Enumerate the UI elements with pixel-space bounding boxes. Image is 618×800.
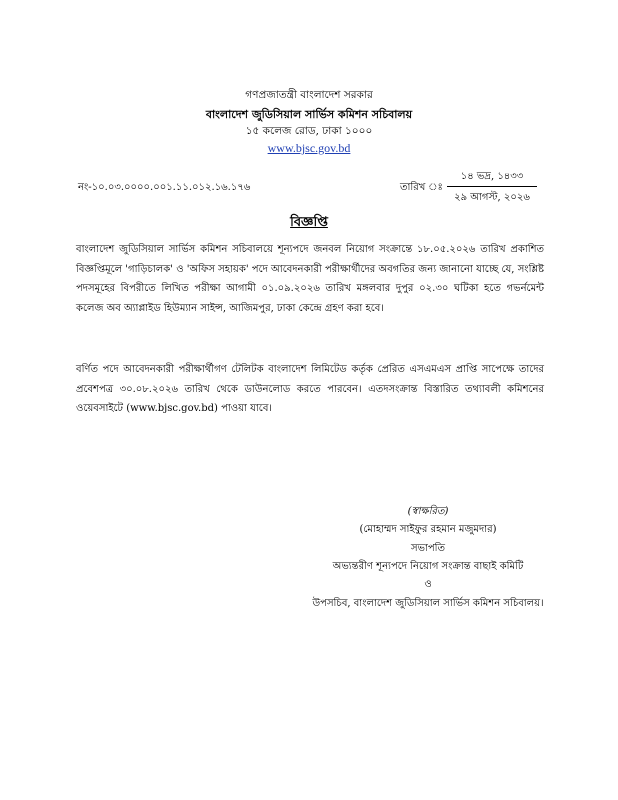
notice-paragraph-1: বাংলাদেশ জুডিসিয়াল সার্ভিস কমিশন সচিবালয়ে শূন্যপদে জনবল নিয়োগ সংক্রান্তে ১৮.০৫.২০২৬ তারিখ প্রকাশিত বিজ্ঞপ্তিমূলে 'গাড়িচালক' ও 'অফিস সহায়ক' পদে আবেদনকারী পরীক্ষার্থীদের অবগতির জন্য জানানো যাচ্ছে যে, সংশ্লিষ্ট পদসমূহের বিপরীতে লিখিত পরীক্ষা আগামী ০১.০৯.২০২৬ তারিখ মঙ্গলবার দুপুর ০২.৩০ ঘটিকা হতে গভর্নমেন্ট কলেজ অব অ্যাপ্লাইড হিউম্যান সাইন্স, আজিমপুর, ঢাকা কেন্দ্রে গ্রহণ করা হবে। xyxy=(76,244,544,314)
government-name: গণপ্রজাতন্ত্রী বাংলাদেশ সরকার xyxy=(245,89,373,101)
signatory-designation: উপসচিব, বাংলাদেশ জুডিসিয়াল সার্ভিস কমিশন সচিবালয়। xyxy=(312,598,544,609)
website-link[interactable]: www.bjsc.gov.bd xyxy=(267,141,351,155)
signatory-name: (মোহাম্মদ সাইফুর রহমান মজুমদার) xyxy=(359,524,497,535)
office-address: ১৫ কলেজ রোড, ঢাকা ১০০০ xyxy=(245,125,373,137)
secretariat-name: বাংলাদেশ জুডিসিয়াল সার্ভিস কমিশন সচিবালয় xyxy=(205,108,413,121)
date-divider xyxy=(447,186,537,187)
notice-title: বিজ্ঞপ্তি xyxy=(290,215,328,230)
signatory-conjunction: ও xyxy=(424,579,432,590)
signature-signed-mark: (স্বাক্ষরিত) xyxy=(407,506,449,517)
notice-paragraph-2: বর্ণিত পদে আবেদনকারী পরীক্ষার্থীগণ টেলিটক বাংলাদেশ লিমিটেড কর্তৃক প্রেরিত এসএমএস প্রাপ্তি সাপেক্ষে তাদের প্রবেশপত্র ৩০.০৮.২০২৬ তারিখ থেকে ডাউনলোড করতে পারবেন। এতদসংক্রান্ত বিস্তারিত তথ্যাবলী কমিশনের ওয়েবসাইটে (www.bjsc.gov.bd) পাওয়া যাবে। xyxy=(76,364,544,414)
date-english: ২৯ আগস্ট, ২০২৬ xyxy=(454,192,530,203)
memo-number: নং-১০.০৩.০০০০.০০১.১১.০১২.১৬.১৭৬ xyxy=(78,182,251,193)
signatory-committee: অভ্যন্তরীণ শূন্যপদে নিয়োগ সংক্রান্ত বাছাই কমিটি xyxy=(332,561,524,572)
signatory-role: সভাপতি xyxy=(410,543,446,554)
date-label: তারিখ ঃ xyxy=(400,182,443,193)
date-bangla: ১৪ ভদ্র, ১৪৩৩ xyxy=(460,171,524,182)
